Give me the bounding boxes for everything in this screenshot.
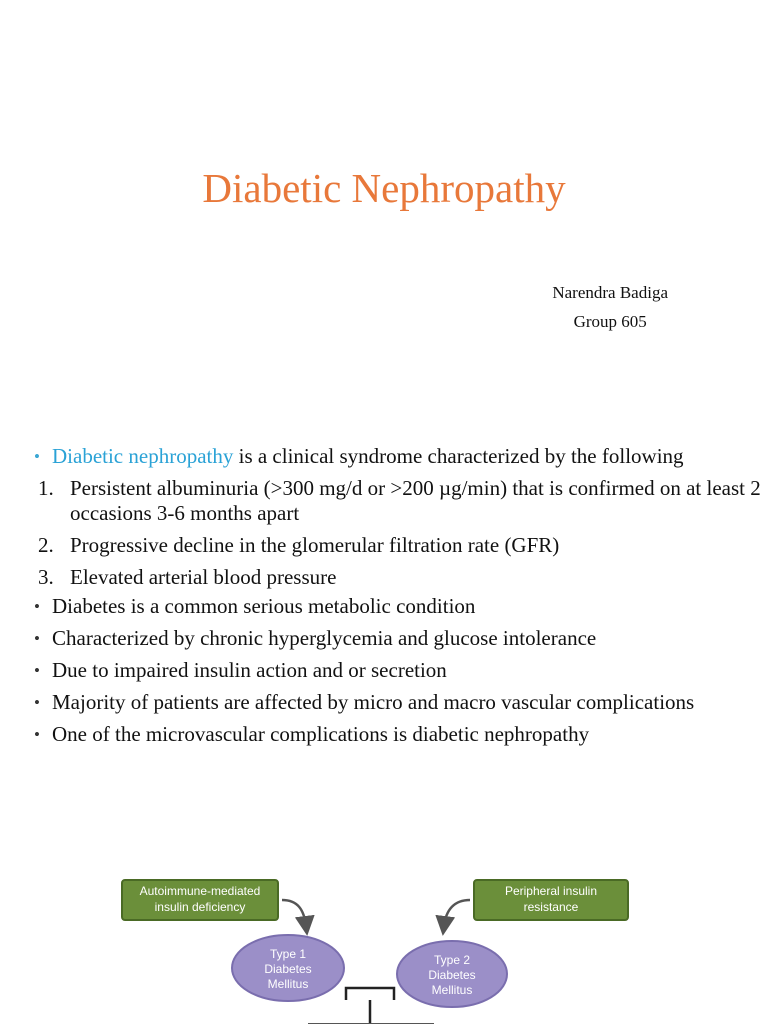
bullet-text: Diabetes is a common serious metabolic condition (52, 594, 476, 618)
numbered-item (0, 533, 768, 558)
intro-text: is a clinical syndrome characterized by the following (233, 444, 684, 468)
numbered-item (0, 565, 768, 590)
autoimmune-box-line1: Autoimmune-mediated (139, 884, 261, 898)
intro-bullet (0, 444, 768, 469)
bullet-icon: • (34, 693, 40, 712)
bullet-icon: • (34, 629, 40, 648)
item-text: Persistent albuminuria (>300 mg/d or >200 µg/min) that is confirmed on at least 2 occasions 3-6 months apart (70, 476, 761, 525)
autoimmune-box (122, 880, 278, 920)
type2-line2: Diabetes (428, 968, 476, 982)
bullet-icon: • (34, 725, 40, 744)
type2-line1: Type 2 (433, 953, 471, 967)
author-name: Narendra Badiga (552, 283, 668, 302)
bullet-item (0, 722, 768, 747)
page-title: Diabetic Nephropathy (202, 165, 566, 211)
bullet-item (0, 594, 768, 619)
bullet-text: Majority of patients are affected by micro and macro vascular complications (52, 690, 695, 714)
item-number: 2. (38, 533, 54, 557)
bullet-text: Characterized by chronic hyperglycemia and glucose intolerance (52, 626, 597, 650)
bullet-icon: • (34, 597, 40, 616)
autoimmune-box-line2: insulin deficiency (154, 900, 246, 914)
item-number: 1. (38, 476, 54, 500)
item-text: Elevated arterial blood pressure (70, 565, 337, 589)
bullet-item (0, 658, 768, 683)
author-block (552, 282, 668, 340)
bullet-item (0, 626, 768, 651)
bracket-connector (346, 988, 394, 1024)
insulin-resistance-box (474, 880, 628, 920)
bullet-icon: • (34, 447, 40, 466)
bullet-icon: • (34, 661, 40, 680)
type2-line3: Mellitus (431, 983, 473, 997)
item-text: Progressive decline in the glomerular filtration rate (GFR) (70, 533, 560, 557)
insulin-resistance-box-line1: Peripheral insulin (504, 884, 598, 898)
type1-ellipse (232, 935, 344, 1001)
bullet-text: One of the microvascular complications is diabetic nephropathy (52, 722, 590, 746)
type1-line2: Diabetes (264, 962, 312, 976)
arrow-left-icon (282, 900, 306, 926)
item-number: 3. (38, 565, 54, 589)
type1-line1: Type 1 (269, 947, 307, 961)
author-group: Group 605 (573, 312, 647, 331)
bullet-item (0, 690, 768, 715)
type1-line3: Mellitus (267, 977, 309, 991)
slide-content (0, 444, 768, 754)
intro-highlight: Diabetic nephropathy (52, 444, 234, 468)
type2-ellipse (397, 941, 507, 1007)
diabetes-types-diagram (118, 878, 638, 1024)
arrow-right-icon (444, 900, 470, 926)
numbered-item (0, 476, 768, 526)
bullet-text: Due to impaired insulin action and or secretion (52, 658, 447, 682)
insulin-resistance-box-line2: resistance (523, 900, 579, 914)
